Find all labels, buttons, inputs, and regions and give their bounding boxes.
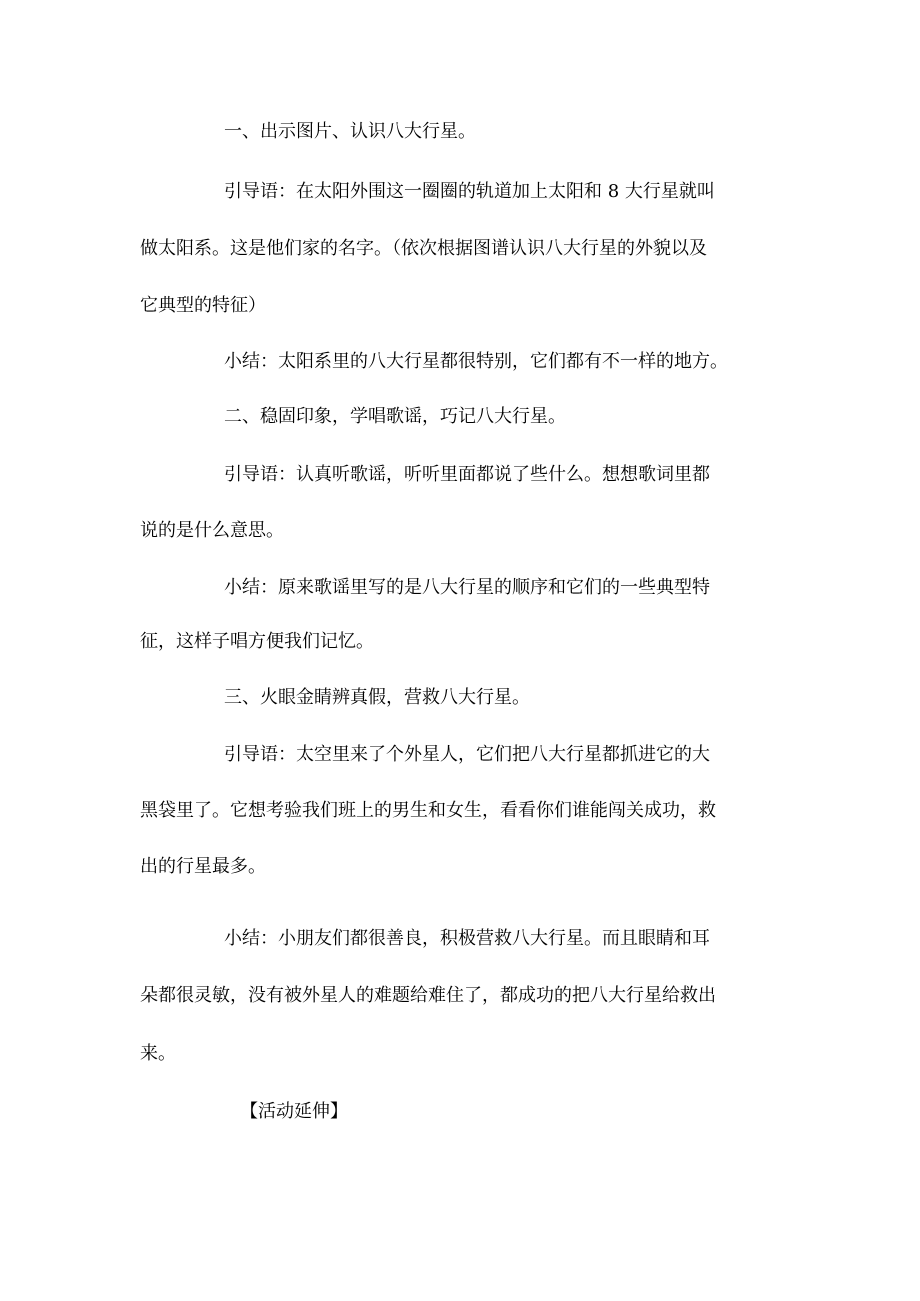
paragraph-line: 小结：太阳系里的八大行星都很特别，它们都有不一样的地方。 [224,351,728,372]
paragraph-line: 小结：原来歌谣里写的是八大行星的顺序和它们的一些典型特 [224,577,710,598]
section-heading-2: 二、稳固印象，学唱歌谣，巧记八大行星。 [224,406,566,427]
activity-extension-heading: 【活动延伸】 [240,1101,348,1122]
paragraph-line: 征，这样子唱方便我们记忆。 [140,631,374,652]
paragraph-line: 来。 [140,1043,176,1064]
paragraph-line: 出的行星最多。 [140,856,266,877]
paragraph-line: 说的是什么意思。 [140,520,284,541]
paragraph-line: 小结：小朋友们都很善良，积极营救八大行星。而且眼睛和耳 [224,928,710,949]
paragraph-line: 引导语：认真听歌谣，听听里面都说了些什么。想想歌词里都 [224,464,710,485]
paragraph-line: 引导语：太空里来了个外星人，它们把八大行星都抓进它的大 [224,744,710,765]
paragraph-line: 做太阳系。这是他们家的名字。（依次根据图谱认识八大行星的外貌以及 [140,238,707,259]
paragraph-line: 引导语：在太阳外围这一圈圈的轨道加上太阳和 8 大行星就叫 [224,181,715,202]
paragraph-line: 朵都很灵敏，没有被外星人的难题给难住了，都成功的把八大行星给救出 [140,985,716,1006]
paragraph-line: 它典型的特征） [140,295,266,316]
section-heading-3: 三、火眼金睛辨真假，营救八大行星。 [224,687,530,708]
paragraph-line: 黑袋里了。它想考验我们班上的男生和女生，看看你们谁能闯关成功，救 [140,800,716,821]
section-heading-1: 一、出示图片、认识八大行星。 [224,121,476,142]
